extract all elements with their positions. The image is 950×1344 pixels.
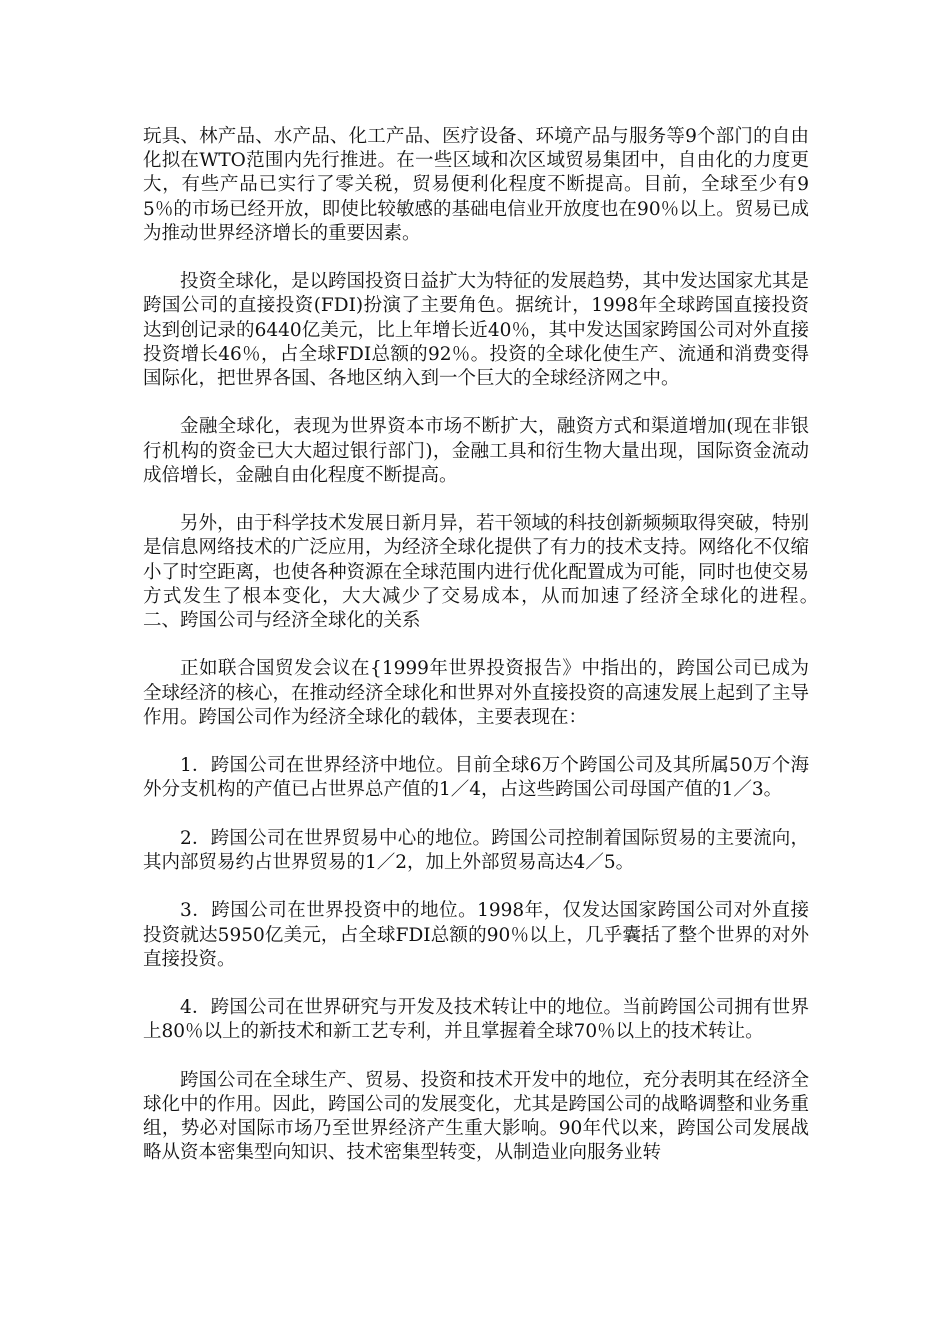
- paragraph-financial-globalization: 金融全球化，表现为世界资本市场不断扩大，融资方式和渠道增加(现在非银行机构的资金已大大超过银行部门)，金融工具和衍生物大量出现，国际资金流动成倍增长，金融自由化程度不断提高。: [143, 416, 809, 486]
- list-item-world-economy: 1．跨国公司在世界经济中地位。目前全球6万个跨国公司及其所属50万个海外分支机构的产值已占世界总产值的1／4，占这些跨国公司母国产值的1／3。: [143, 755, 809, 801]
- document-body: [143, 125, 847, 1190]
- paragraph-trade-liberalization: 玩具、林产品、水产品、化工产品、医疗设备、环境产品与服务等9个部门的自由化拟在WTO范围内先行推进。在一些区域和次区域贸易集团中，自由化的力度更大，有些产品已实行了零关税，贸易便利化程度不断提高。目前，全球至少有95％的市场已经开放，即使比较敏感的基础电信业开放度也在90％以上。贸易已成为推动世界经济增长的重要因素。: [143, 126, 809, 244]
- list-item-world-investment: 3．跨国公司在世界投资中的地位。1998年，仅发达国家跨国公司对外直接投资就达5950亿美元，占全球FDI总额的90％以上，几乎囊括了整个世界的对外直接投资。: [143, 900, 809, 970]
- list-item-world-trade: 2．跨国公司在世界贸易中心的地位。跨国公司控制着国际贸易的主要流向，其内部贸易约占世界贸易的1／2，加上外部贸易高达4／5。: [143, 827, 809, 873]
- paragraph-strategy-adjustment: 跨国公司在全球生产、贸易、投资和技术开发中的地位，充分表明其在经济全球化中的作用。因此，跨国公司的发展变化，尤其是跨国公司的战略调整和业务重组，势必对国际市场乃至世界经济产生重大影响。90年代以来，跨国公司发展战略从资本密集型向知识、技术密集型转变，从制造业向服务业转: [143, 1069, 810, 1164]
- paragraph-unctad-report: 正如联合国贸发会议在{1999年世界投资报告》中指出的，跨国公司已成为全球经济的核心，在推动经济全球化和世界对外直接投资的高速发展上起到了主导作用。跨国公司作为经济全球化的载体，主要表现在：: [143, 658, 810, 728]
- paragraph-investment-globalization: 投资全球化，是以跨国投资日益扩大为特征的发展趋势，其中发达国家尤其是跨国公司的直接投资(FDI)扮演了主要角色。据统计，1998年全球跨国直接投资达到创记录的6440亿美元，比上年增长近40％，其中发达国家跨国公司对外直接投资增长46％，占全球FDI总额的92％。投资的全球化使生产、流通和消费变得国际化，把世界各国、各地区纳入到一个巨大的全球经济网之中。: [143, 271, 810, 390]
- paragraph-technology-support: 另外，由于科学技术发展日新月异，若干领域的科技创新频频取得突破，特别是信息网络技术的广泛应用，为经济全球化提供了有力的技术支持。网络化不仅缩小了时空距离，也使各种资源在全球范围内进行优化配置成为可能，同时也使交易方式发生了根本变化，大大减少了交易成本，从而加速了经济全球化的进程。 二、跨国公司与经济全球化的关系: [143, 513, 847, 632]
- list-item-rnd-technology: 4．跨国公司在世界研究与开发及技术转让中的地位。当前跨国公司拥有世界上80％以上的新技术和新工艺专利，并且掌握着全球70％以上的技术转让。: [143, 997, 809, 1043]
